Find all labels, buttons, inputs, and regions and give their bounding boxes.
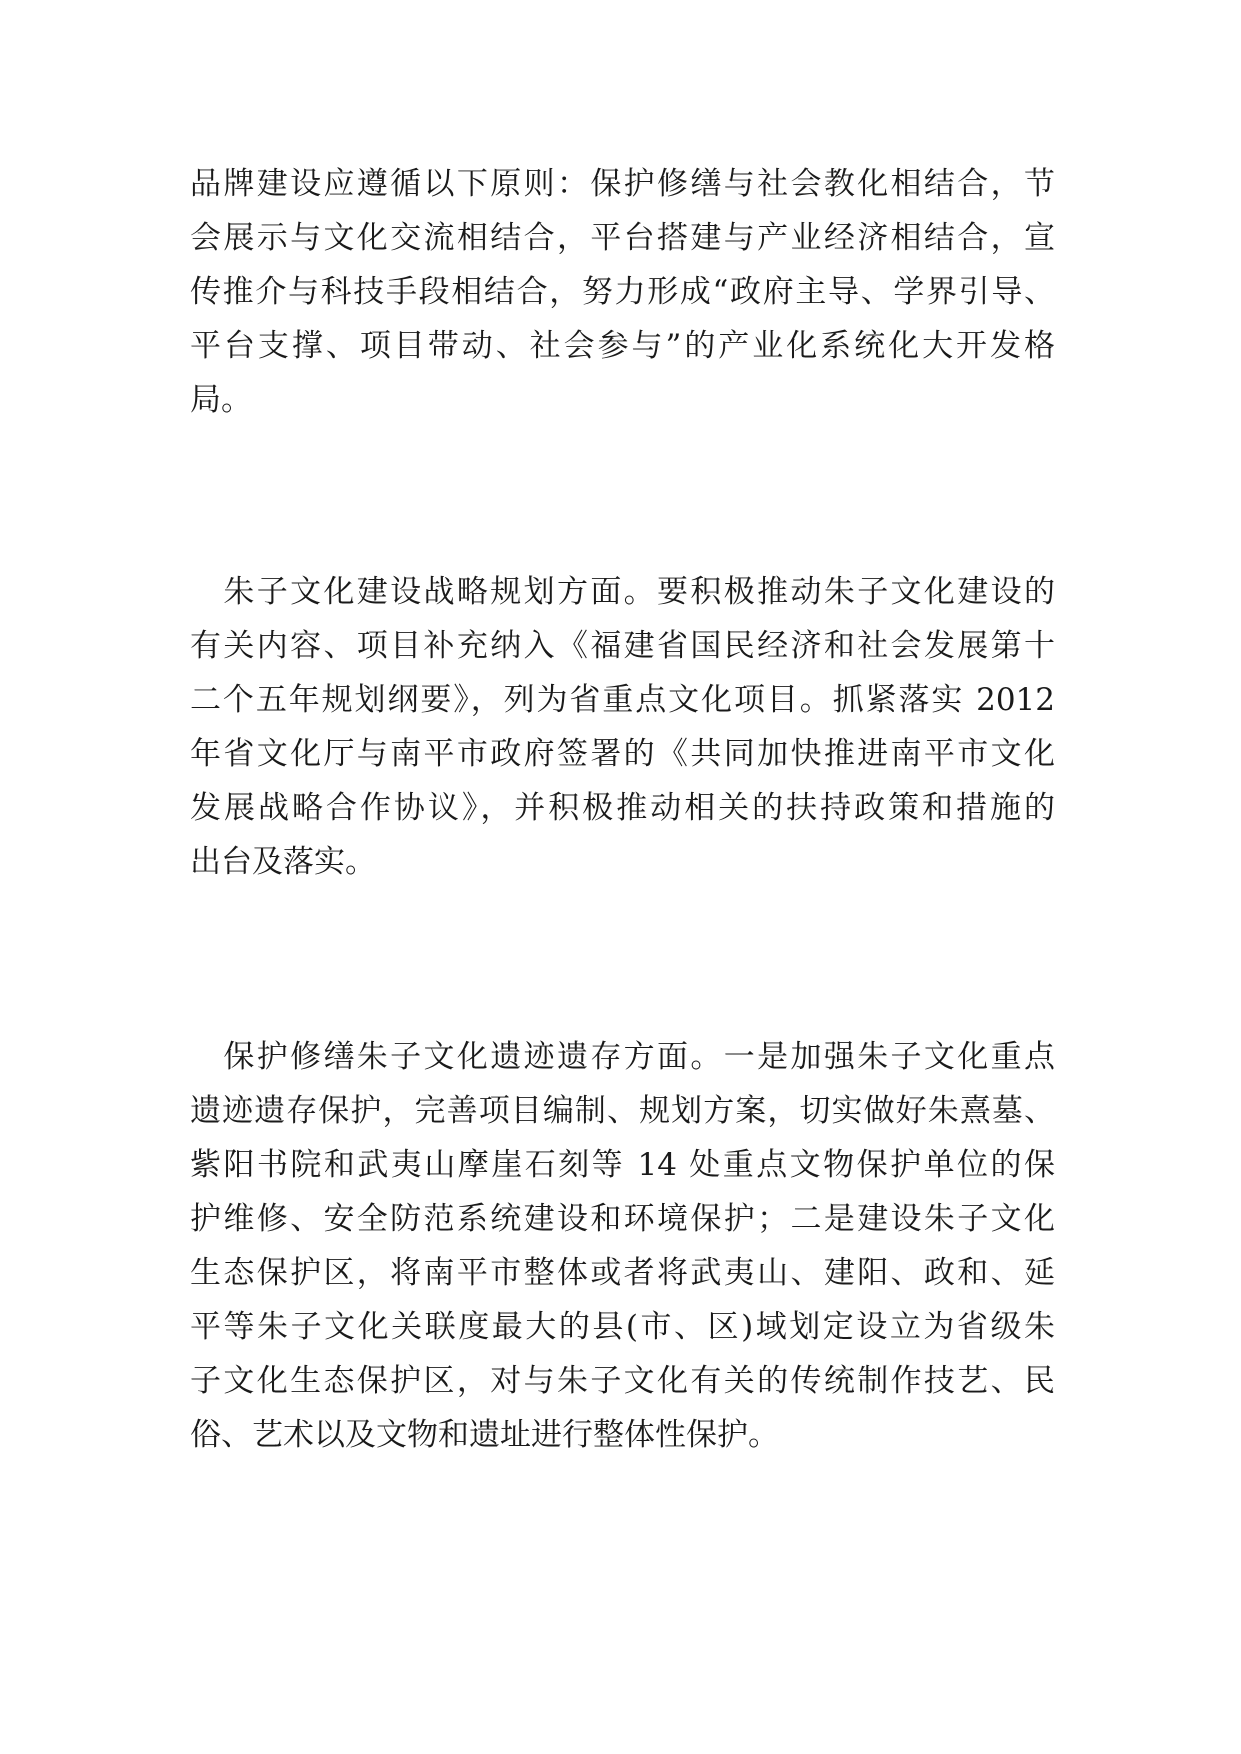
text-line: 平台支撑、项目带动、社会参与”的产业化系统化大开发格 xyxy=(190,328,1055,364)
text-line: 有关内容、项目补充纳入《福建省国民经济和社会发展第十 xyxy=(190,628,1055,664)
text-line: 品牌建设应遵循以下原则：保护修缮与社会教化相结合，节 xyxy=(190,166,1055,202)
text-line: 俗、艺术以及文物和遗址进行整体性保护。 xyxy=(190,1417,779,1453)
text-line: 局。 xyxy=(190,382,252,418)
paragraph-heritage-protection xyxy=(190,1030,1055,1462)
paragraph-brand-principles xyxy=(190,157,1055,427)
text-line: 遗迹遗存保护，完善项目编制、规划方案，切实做好朱熹墓、 xyxy=(190,1093,1055,1129)
text-line: 生态保护区，将南平市整体或者将武夷山、建阳、政和、延 xyxy=(190,1255,1055,1291)
text-line: 子文化生态保护区，对与朱子文化有关的传统制作技艺、民 xyxy=(190,1363,1055,1399)
text-line: 朱子文化建设战略规划方面。要积极推动朱子文化建设的 xyxy=(190,574,1055,610)
text-line: 传推介与科技手段相结合，努力形成“政府主导、学界引导、 xyxy=(190,274,1055,310)
text-line: 发展战略合作协议》，并积极推动相关的扶持政策和措施的 xyxy=(190,790,1055,826)
text-line: 保护修缮朱子文化遗迹遗存方面。一是加强朱子文化重点 xyxy=(190,1039,1055,1075)
text-line: 年省文化厅与南平市政府签署的《共同加快推进南平市文化 xyxy=(190,736,1055,772)
text-line: 护维修、安全防范系统建设和环境保护；二是建设朱子文化 xyxy=(190,1201,1055,1237)
text-line: 会展示与文化交流相结合，平台搭建与产业经济相结合，宣 xyxy=(190,220,1055,256)
paragraph-strategic-planning xyxy=(190,565,1055,889)
text-line: 平等朱子文化关联度最大的县(市、区)域划定设立为省级朱 xyxy=(190,1309,1055,1345)
text-line: 出台及落实。 xyxy=(190,844,376,880)
text-line: 二个五年规划纲要》，列为省重点文化项目。抓紧落实 2012 xyxy=(190,682,1055,718)
text-line: 紫阳书院和武夷山摩崖石刻等 14 处重点文物保护单位的保 xyxy=(190,1147,1055,1183)
